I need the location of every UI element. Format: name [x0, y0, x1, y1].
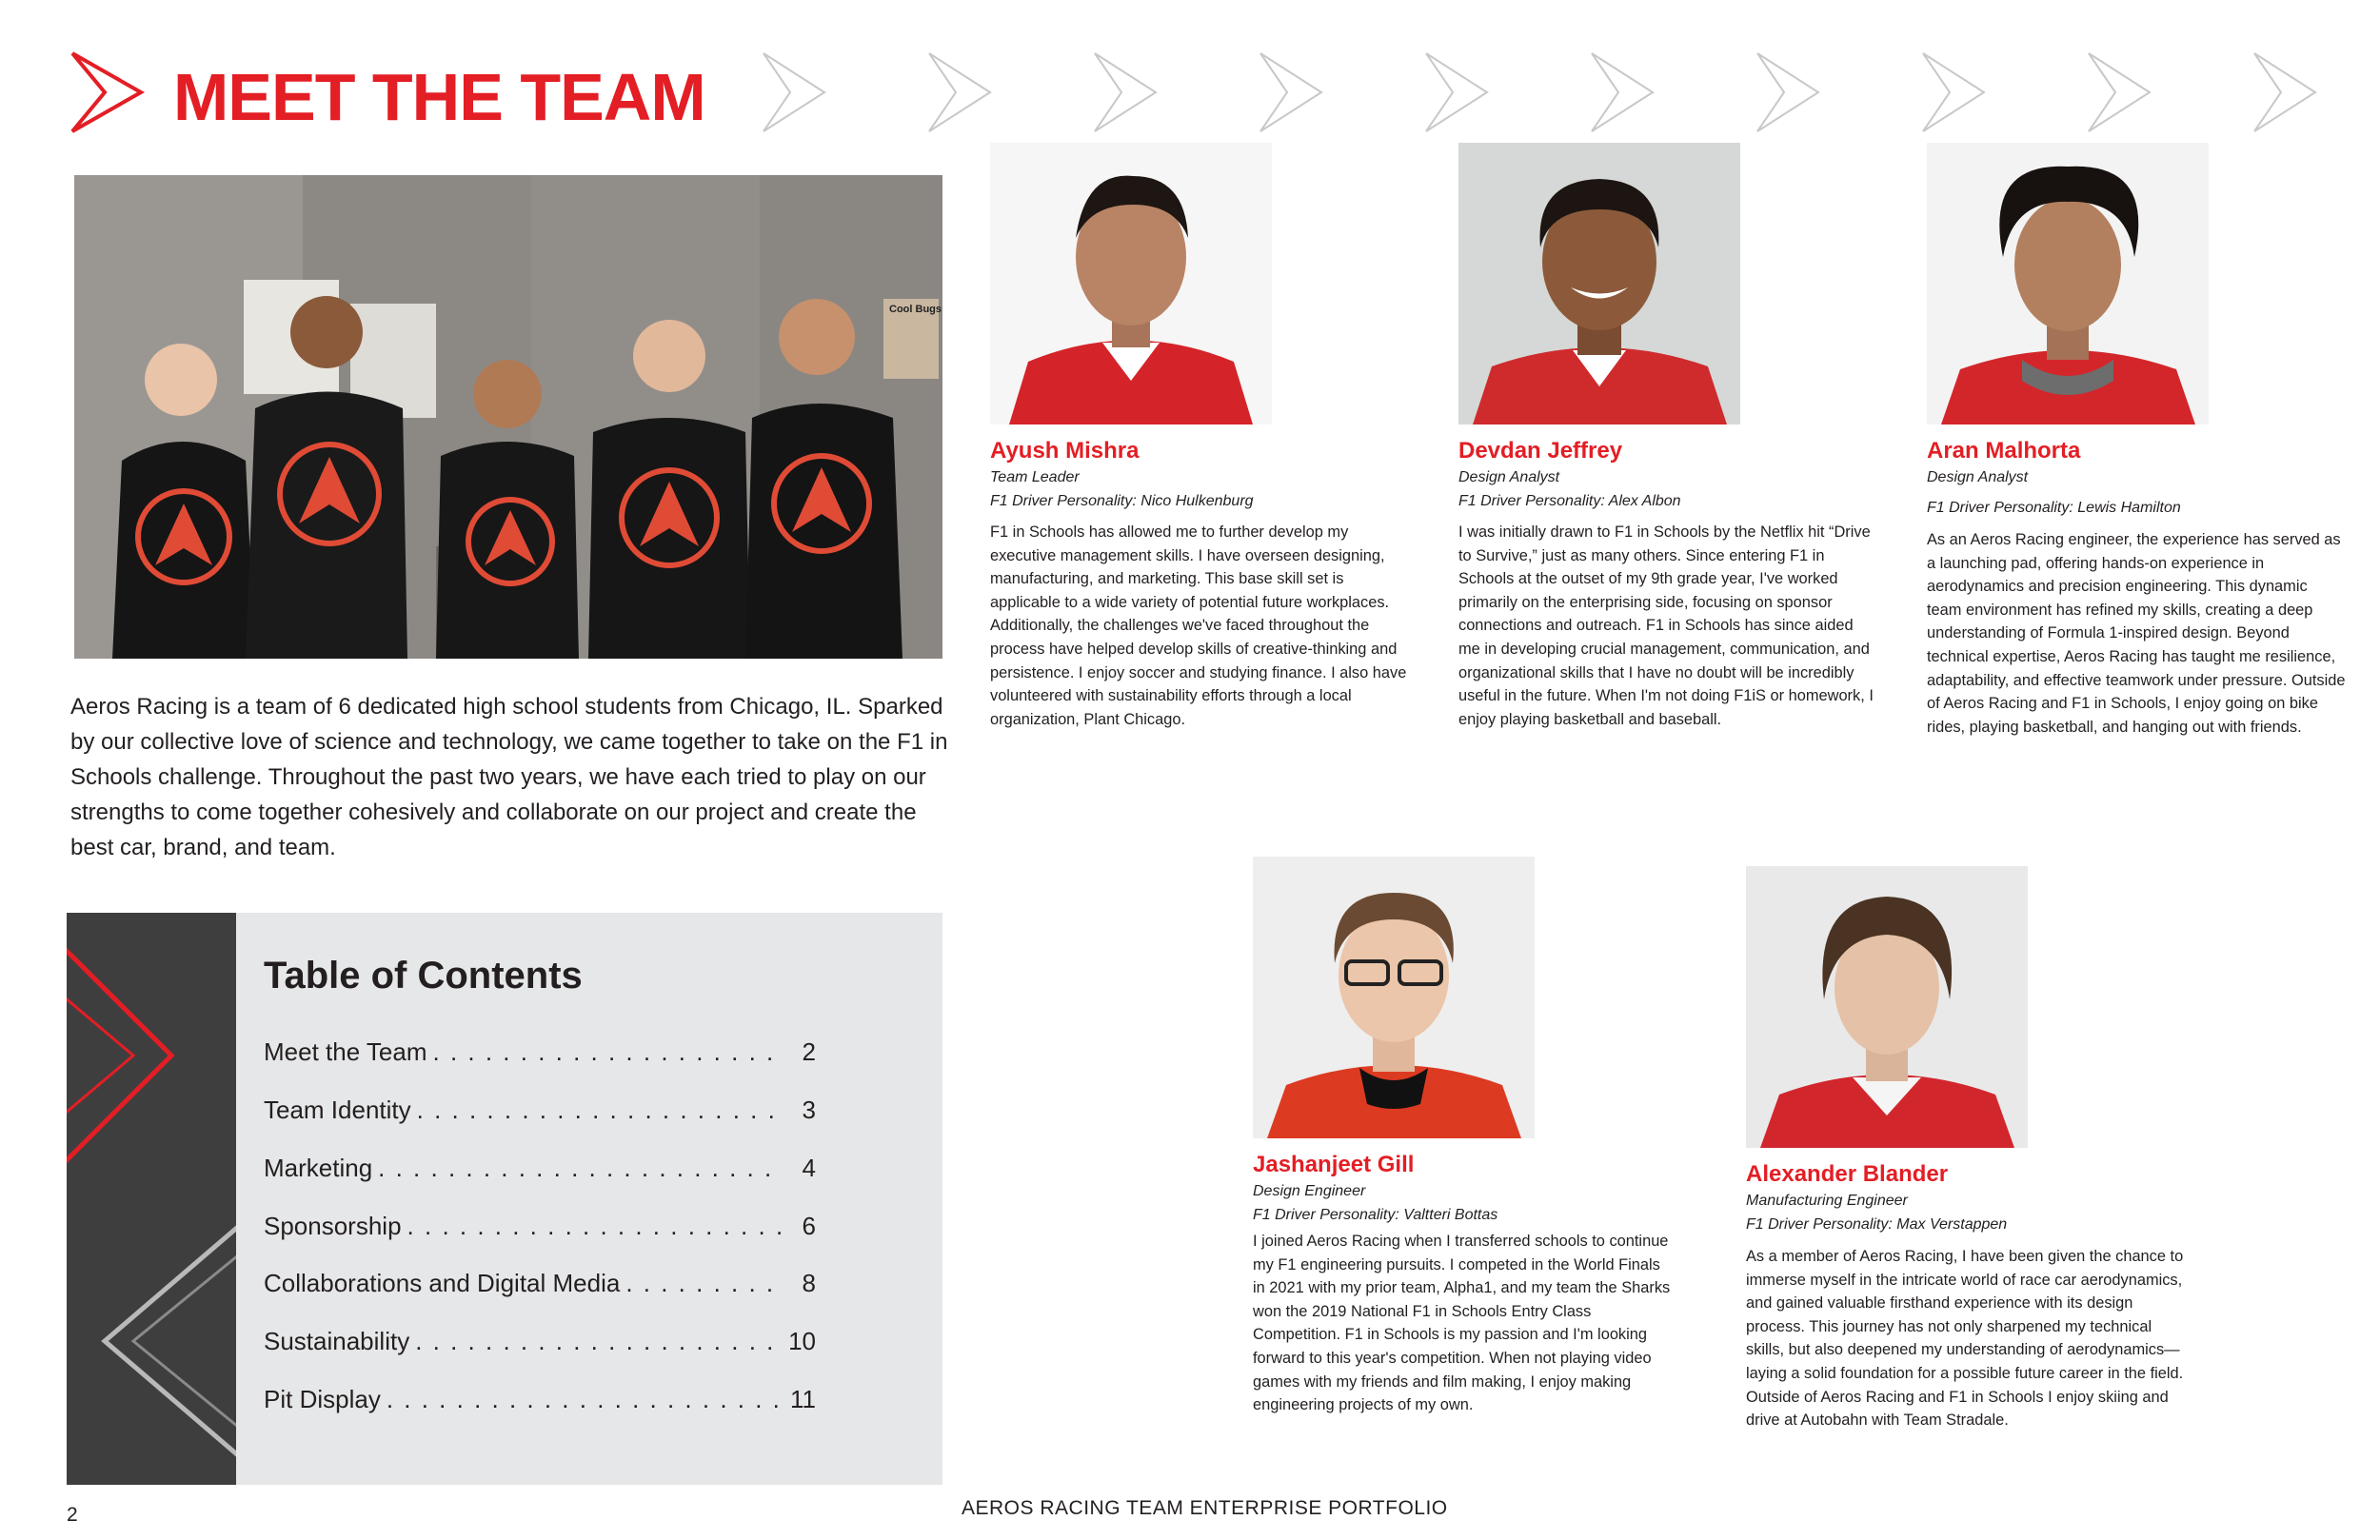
page-number: 2	[67, 1504, 78, 1526]
toc-decorative-band	[67, 913, 236, 1485]
toc-item-marketing[interactable]	[264, 1154, 816, 1192]
toc-leader-dots	[378, 1154, 782, 1183]
portrait-photo	[1927, 143, 2209, 424]
member-bio: I was initially drawn to F1 in Schools by the Netflix hit “Drive to Survive,” just as many others. Since entering F1 in Schools at the outset of my 9th grade year, I've worked primarily on the enterprising side, focusing on sponsor connections and outreach. F1 in Schools has since aided me in developing crucial management, communication, and organizational skills that I have no doubt will be incredibly useful in the future. When I'm not doing F1iS or homework, I enjoy playing basketball and baseball.	[1458, 523, 1874, 728]
member-bio: As a member of Aeros Racing, I have been given the chance to immerse myself in the intricate world of race car aerodynamics, and gained valuable firsthand experience with its design process. This journey has not only sharpened my technical skills, but also deepened my understanding of aerodynamics—laying a solid foundation for a possible future career in the field. Outside of Aeros Racing and F1 in Schools I enjoy skiing and drive at Autobahn with Team Stradale.	[1746, 1248, 2184, 1430]
toc-page-number: 11	[790, 1385, 816, 1413]
toc-title: Table of Contents	[264, 955, 583, 997]
member-name: Jashanjeet Gill	[1253, 1152, 1415, 1177]
member-bio: As an Aeros Racing engineer, the experience has served as a launching pad, offering hands-on experience in aerodynamics and precision engineering. This dynamic team environment has refined my skills, creating a deep understanding of Formula 1-inspired design. Beyond technical expertise, Aeros Racing has taught me resilience, adaptability, and effective teamwork under pressure. Outside of Aeros Racing and F1 in Schools, I enjoy going on bike rides, playing basketball, and hanging out with friends.	[1927, 531, 2346, 736]
page-title: MEET THE TEAM	[173, 60, 705, 134]
toc-leader-dots	[415, 1327, 782, 1356]
member-driver-personality: F1 Driver Personality: Alex Albon	[1458, 493, 1681, 509]
toc-leader-dots	[417, 1096, 782, 1125]
member-name: Ayush Mishra	[990, 438, 1140, 464]
team-group-photo	[74, 175, 942, 659]
toc-leader-dots	[387, 1385, 782, 1414]
portrait-photo	[1746, 866, 2028, 1148]
toc-page-number: 2	[802, 1037, 816, 1066]
member-name: Devdan Jeffrey	[1458, 438, 1623, 464]
member-role: Design Engineer	[1253, 1183, 1366, 1199]
toc-item-sponsorship[interactable]	[264, 1212, 816, 1250]
toc-item-pit-display[interactable]	[264, 1385, 816, 1423]
toc-item-label: Sponsorship	[264, 1212, 402, 1240]
portrait-photo	[1458, 143, 1740, 424]
toc-leader-dots	[625, 1269, 782, 1298]
chevron-divider-icon	[752, 49, 2332, 135]
member-role: Team Leader	[990, 469, 1080, 485]
member-bio: I joined Aeros Racing when I transferred schools to continue my F1 engineering pursuits. I competed in the World Finals in 2021 with my prior team, Alpha1, and my team the Sharks won the 2019 National F1 in Schools Entry Class Competition. F1 in Schools is my passion and I'm looking forward to this year's competition. When not playing video games with my friends and film making, I enjoy making engineering projects of my own.	[1253, 1233, 1671, 1414]
toc-item-sustainability[interactable]	[264, 1327, 816, 1365]
toc-page-number: 4	[802, 1154, 816, 1182]
member-role: Design Analyst	[1458, 469, 1560, 485]
member-name: Aran Malhorta	[1927, 438, 2081, 464]
toc-leader-dots	[433, 1037, 782, 1067]
poster-text: Cool Bugs	[889, 304, 942, 315]
toc-item-meet-the-team[interactable]	[264, 1037, 816, 1076]
member-driver-personality: F1 Driver Personality: Max Verstappen	[1746, 1216, 2008, 1233]
footer-title: AEROS RACING TEAM ENTERPRISE PORTFOLIO	[962, 1497, 1448, 1519]
member-driver-personality: F1 Driver Personality: Nico Hulkenburg	[990, 493, 1254, 509]
toc-item-label: Sustainability	[264, 1327, 410, 1355]
toc-page-number: 6	[802, 1212, 816, 1240]
intro-paragraph: Aeros Racing is a team of 6 dedicated high school students from Chicago, IL. Sparked by our collective love of science and technology, we came together to take on the F1 in Schools challenge. Throughout the past two years, we have each tried to play on our strengths to come together cohesively and collaborate on our project and create the best car, brand, and team.	[70, 694, 948, 860]
member-name: Alexander Blander	[1746, 1161, 1949, 1187]
toc-item-label: Meet the Team	[264, 1037, 427, 1066]
portrait-photo	[1253, 857, 1535, 1138]
member-driver-personality: F1 Driver Personality: Lewis Hamilton	[1927, 500, 2181, 516]
member-role: Design Analyst	[1927, 469, 2029, 485]
toc-item-label: Team Identity	[264, 1096, 411, 1124]
toc-item-collaborations[interactable]	[264, 1269, 816, 1307]
toc-item-label: Marketing	[264, 1154, 373, 1182]
chevron-logo-icon	[67, 49, 152, 135]
toc-page-number: 8	[802, 1269, 816, 1297]
member-driver-personality: F1 Driver Personality: Valtteri Bottas	[1253, 1207, 1498, 1223]
member-bio: F1 in Schools has allowed me to further develop my executive management skills. I have overseen designing, manufacturing, and marketing. This base skill set is applicable to a wide variety of potential future workplaces. Additionally, the challenges we've faced throughout the process have helped develop skills of creative-thinking and persistence. I enjoy soccer and studying finance. I also have volunteered with sustainability efforts through a local organization, Plant Chicago.	[990, 523, 1407, 728]
toc-item-label: Collaborations and Digital Media	[264, 1269, 621, 1297]
toc-leader-dots	[407, 1212, 782, 1241]
toc-page-number: 3	[802, 1096, 816, 1124]
portrait-photo	[990, 143, 1272, 424]
toc-item-team-identity[interactable]	[264, 1096, 816, 1134]
member-role: Manufacturing Engineer	[1746, 1193, 1908, 1209]
toc-page-number: 10	[788, 1327, 816, 1355]
toc-item-label: Pit Display	[264, 1385, 381, 1413]
